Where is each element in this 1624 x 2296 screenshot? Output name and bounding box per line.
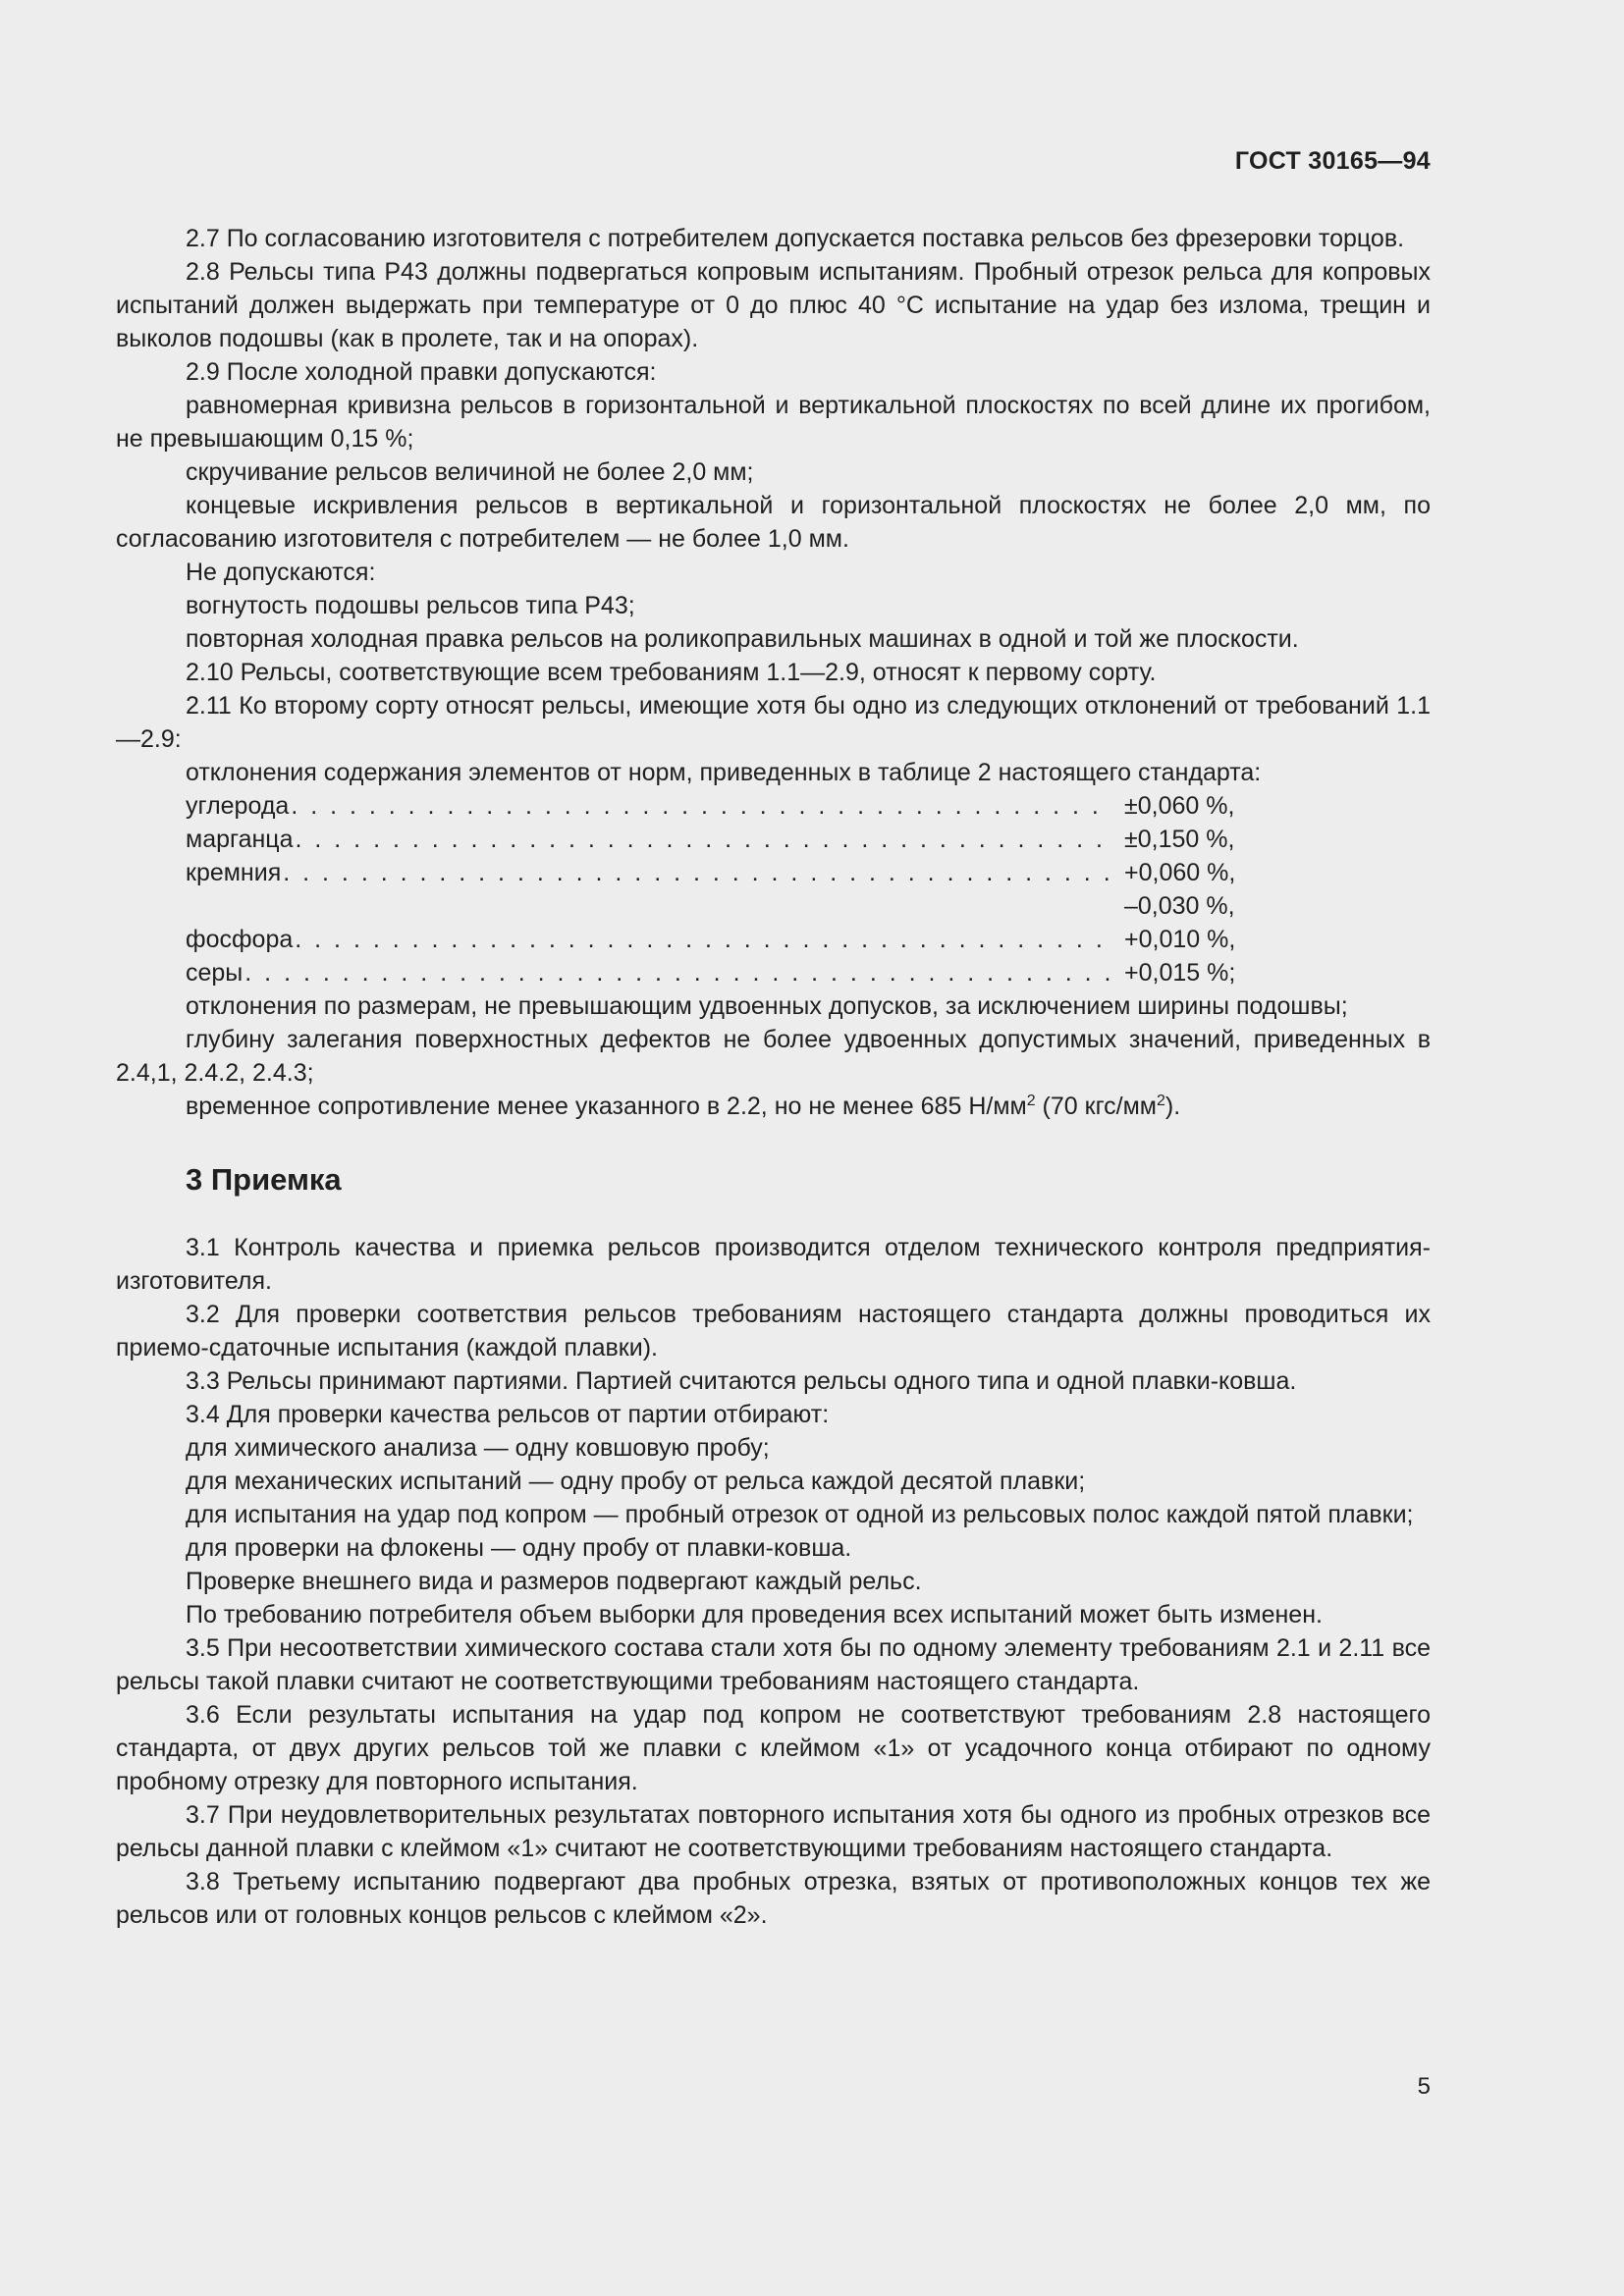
dot-leader	[296, 823, 1111, 856]
page-number: 5	[1417, 2073, 1431, 2100]
section-3-title: 3 Приемка	[186, 1162, 342, 1197]
element-value: +0,015 %;	[1124, 959, 1236, 987]
element-value: –0,030 %,	[1124, 892, 1235, 920]
paragraph-3-4-appearance: Проверке внешнего вида и размеров подвергают каждый рельс.	[186, 1568, 922, 1595]
paragraph-3-4-chemical: для химического анализа — одну ковшовую пробу;	[186, 1434, 770, 1462]
element-row-silicon	[116, 856, 1245, 889]
paragraph-2-9-item-curvature: равномерная кривизна рельсов в горизонтальной и вертикальной плоскостях по всей длине их прогибом, не превышающим 0,15 %;	[116, 392, 1431, 453]
not-allowed-item-concavity: вогнутость подошвы рельсов типа Р43;	[186, 592, 635, 619]
paragraph-2-10: 2.10 Рельсы, соответствующие всем требованиям 1.1—2.9, относят к первому сорту.	[186, 659, 1157, 686]
element-name: кремния	[186, 859, 282, 886]
strength-text-end: ).	[1164, 1093, 1181, 1120]
element-value: ±0,060 %,	[1124, 792, 1235, 820]
paragraph-2-11-dimensions: отклонения по размерам, не превышающим удвоенных допусков, за исключением ширины подошвы;	[186, 992, 1348, 1020]
paragraph-2-11-intro: отклонения содержания элементов от норм, приведенных в таблице 2 настоящего стандарта:	[186, 759, 1262, 786]
paragraph-3-4-impact: для испытания на удар под копром — пробный отрезок от одной из рельсовых полос каждой пятой плавки;	[186, 1501, 1414, 1528]
element-deviation-list	[116, 789, 1431, 989]
element-value: ±0,150 %,	[1124, 826, 1235, 853]
paragraph-3-4-mechanical: для механических испытаний — одну пробу от рельса каждой десятой плавки;	[186, 1468, 1086, 1495]
strength-text-alt-unit: (70 кгс/мм	[1035, 1093, 1157, 1120]
element-row-sulfur	[116, 956, 1245, 989]
paragraph-3-2: 3.2 Для проверки соответствия рельсов требованиям настоящего стандарта должны проводиться их приемо-сдаточные испытания (каждой плавки).	[116, 1301, 1431, 1362]
dot-leader	[283, 856, 1110, 889]
element-name: марганца	[186, 826, 294, 853]
strength-text: временное сопротивление менее указанного в 2.2, но не менее 685 Н/мм	[186, 1093, 1027, 1120]
superscript: 2	[1156, 1093, 1165, 1109]
paragraph-3-4-flakes: для проверки на флокены — одну пробу от плавки-ковша.	[186, 1534, 852, 1562]
paragraph-2-11-strength	[116, 1090, 1431, 1123]
element-name: фосфора	[186, 926, 294, 953]
paragraph-2-8: 2.8 Рельсы типа Р43 должны подвергаться копровым испытаниям. Пробный отрезок рельса для копровых испытаний должен выдержать при температуре от 0 до плюс 40 °С испытание на удар без излома, трещин и выколов подошвы (как в пролете, так и на опорах).	[116, 258, 1431, 352]
paragraph-3-6: 3.6 Если результаты испытания на удар под копром не соответствуют требованиям 2.8 настоящего стандарта, от двух других рельсов той же плавки с клеймом «1» от усадочного конца отбирают по одному пробному отрезку для повторного испытания.	[116, 1701, 1431, 1795]
dot-leader	[244, 956, 1110, 989]
paragraph-3-8: 3.8 Третьему испытанию подвергают два пробных отрезка, взятых от противоположных концов тех же рельсов или от головных концов рельсов с клеймом «2».	[116, 1868, 1431, 1929]
paragraph-2-9: 2.9 После холодной правки допускаются:	[186, 358, 657, 386]
paragraph-3-5: 3.5 При несоответствии химического состава стали хотя бы по одному элементу требованиям 2.1 и 2.11 все рельсы такой плавки считают не соответствующими требованиям настоящего стандарта.	[116, 1634, 1431, 1695]
paragraph-3-3: 3.3 Рельсы принимают партиями. Партией считаются рельсы одного типа и одной плавки-ковша.	[186, 1367, 1297, 1395]
element-name: серы	[186, 959, 244, 987]
paragraph-3-4: 3.4 Для проверки качества рельсов от партии отбирают:	[186, 1401, 830, 1428]
element-name: углерода	[186, 792, 290, 820]
dot-leader	[295, 923, 1110, 956]
paragraph-2-9-item-twist: скручивание рельсов величиной не более 2,0 мм;	[186, 458, 754, 486]
element-row-silicon-lower	[116, 889, 1245, 923]
element-row-phosphorus	[116, 923, 1245, 956]
superscript: 2	[1026, 1093, 1036, 1109]
dot-leader	[291, 789, 1110, 823]
not-allowed-heading: Не допускаются:	[186, 559, 376, 586]
not-allowed-item-repeat-straightening: повторная холодная правка рельсов на роликоправильных машинах в одной и той же плоскости.	[186, 625, 1299, 653]
paragraph-2-11-defects: глубину залегания поверхностных дефектов не более удвоенных допустимых значений, приведенных в 2.4,1, 2.4.2, 2.4.3;	[116, 1026, 1431, 1087]
paragraph-3-4-sample-size: По требованию потребителя объем выборки для проведения всех испытаний может быть изменен.	[186, 1601, 1323, 1629]
element-row-carbon	[116, 789, 1245, 823]
paragraph-2-11: 2.11 Ко второму сорту относят рельсы, имеющие хотя бы одно из следующих отклонений от требований 1.1—2.9:	[116, 692, 1431, 753]
paragraph-2-7: 2.7 По согласованию изготовителя с потребителем допускается поставка рельсов без фрезеровки торцов.	[186, 225, 1405, 252]
document-id: ГОСТ 30165—94	[1234, 147, 1431, 175]
paragraph-3-7: 3.7 При неудовлетворительных результатах повторного испытания хотя бы одного из пробных отрезков все рельсы данной плавки с клеймом «1» считают не соответствующими требованиям настоящего стандарта.	[116, 1801, 1431, 1862]
paragraph-3-1: 3.1 Контроль качества и приемка рельсов производится отделом технического контроля предприятия-изготовителя.	[116, 1234, 1431, 1295]
document-body	[116, 222, 1431, 1932]
paragraph-2-9-item-end-bend: концевые искривления рельсов в вертикальной и горизонтальной плоскостях не более 2,0 мм, по согласованию изготовителя с потребителем — не более 1,0 мм.	[116, 492, 1431, 553]
element-value: +0,060 %,	[1124, 859, 1236, 886]
element-value: +0,010 %,	[1124, 926, 1236, 953]
element-row-manganese	[116, 823, 1245, 856]
